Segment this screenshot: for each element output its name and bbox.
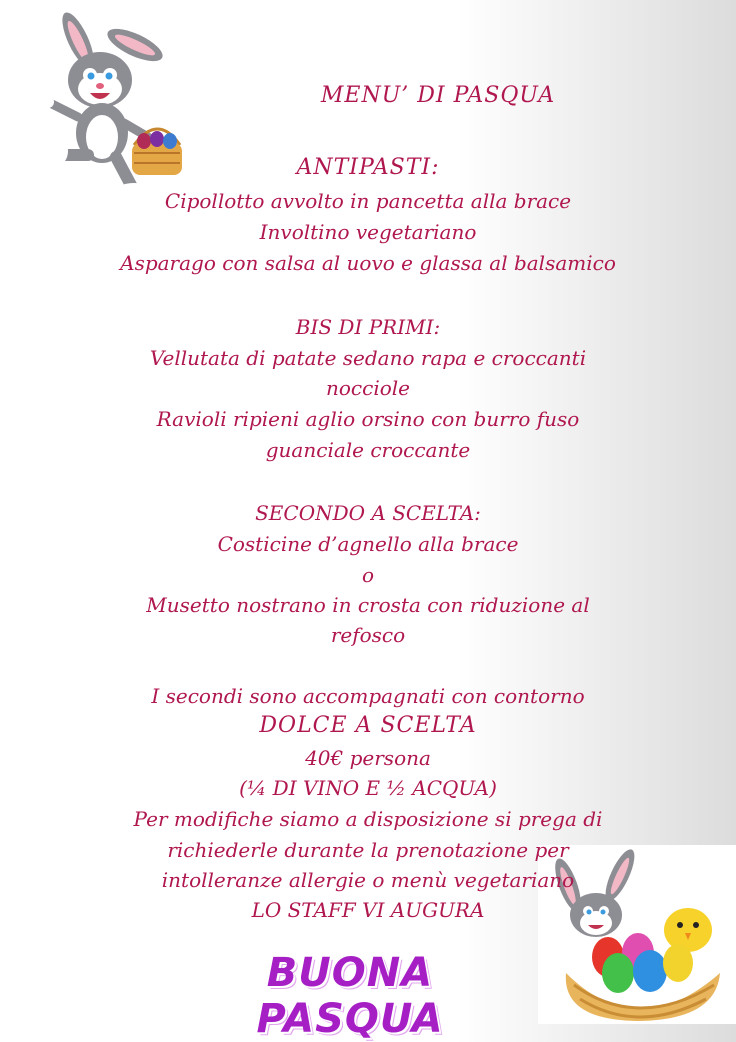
contorno-note: I secondi sono accompagnati con contorno: [151, 684, 585, 708]
antipasti-item: Asparago con salsa al uovo e glassa al balsamico: [120, 251, 616, 275]
dolce-heading: DOLCE A SCELTA: [259, 713, 477, 738]
primi-line: nocciole: [326, 376, 410, 400]
secondo-line: Costicine d’agnello alla brace: [217, 532, 519, 556]
primi-line: guanciale croccante: [265, 438, 471, 462]
price: 40€ persona: [305, 746, 431, 770]
modification-note: Per modifiche siamo a disposizione si prega di: [133, 807, 603, 831]
staff-greeting: LO STAFF VI AUGURA: [251, 898, 485, 922]
drinks-note: (¼ DI VINO E ½ ACQUA): [239, 776, 497, 800]
primi-line: Ravioli ripieni aglio orsino con burro fuso: [156, 407, 580, 431]
secondo-line: o: [361, 563, 375, 587]
menu-title: MENU’ DI PASQUA: [320, 83, 556, 108]
modification-note: richiederle durante la prenotazione per: [167, 838, 569, 862]
antipasti-item: Involtino vegetariano: [259, 220, 477, 244]
buona-pasqua-greeting: BUONA PASQUA: [256, 950, 444, 1042]
modification-note: intolleranze allergie o menù vegetariano: [161, 868, 575, 892]
secondo-heading: SECONDO A SCELTA:: [255, 501, 481, 525]
antipasti-item: Cipollotto avvolto in pancetta alla brace: [164, 189, 572, 213]
primi-line: Vellutata di patate sedano rapa e croccanti: [149, 346, 587, 370]
primi-heading: BIS DI PRIMI:: [295, 315, 441, 339]
antipasti-heading: ANTIPASTI:: [296, 155, 440, 180]
secondo-line: Musetto nostrano in crosta con riduzione al: [146, 593, 590, 617]
secondo-line: refosco: [330, 623, 406, 647]
